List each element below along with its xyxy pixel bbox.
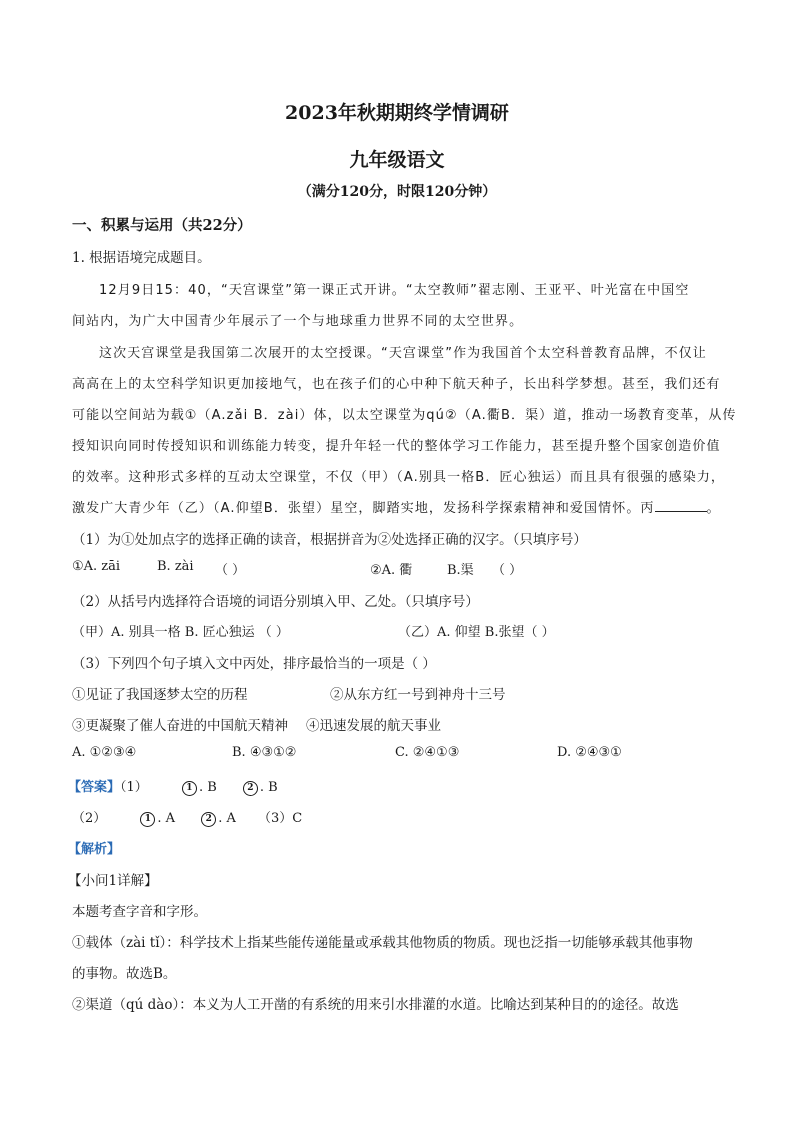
passage-line: 间站内，为广大中国青少年展示了一个与地球重力世界不同的太空世界。	[72, 314, 524, 329]
sentence-4: ④迅速发展的航天事业	[306, 718, 441, 734]
analysis-text: ①载体（zài tǐ）：科学技术上指某些能传递能量或承载其他物质的物质。现也泛指一切能够承载其他事物	[72, 935, 693, 951]
passage-line: 12月9日15：40，“天宫课堂”第一课正式开讲。“太空教师”翟志刚、王亚平、叶光富在中国空	[99, 283, 690, 298]
sub-question-3: （3）下列四个句子填入文中丙处，排序最恰当的一项是（ ）	[72, 656, 436, 672]
option-jia: （甲）A. 别具一格 B. 匠心独运 （ ）	[72, 625, 289, 640]
passage-line-last	[72, 497, 721, 516]
choice-b: B. ④③①②	[232, 745, 297, 760]
passage-end: 。	[706, 501, 721, 516]
option-2a: ②A. 衢	[370, 563, 413, 578]
section-heading: 一、积累与运用（共22分）	[72, 217, 252, 234]
sentence-1: ①见证了我国逐梦太空的历程	[72, 687, 248, 703]
answer-value: . B	[198, 780, 217, 795]
answer-value: . A	[218, 811, 236, 826]
option-yi: （乙）A. 仰望 B.张望（ ）	[398, 625, 555, 640]
subject-title: 九年级语文	[349, 149, 445, 171]
analysis-intro: 本题考查字音和字形。	[72, 904, 207, 920]
answer-value: . B	[259, 780, 278, 795]
exam-title: 2023年秋期期终学情调研	[285, 102, 509, 124]
passage-line: 的效率。这种形式多样的互动太空课堂，不仅（甲）（A.别具一格B．匠心独运）而且具有很强的感染力，	[72, 470, 726, 485]
analysis-text: 的事物。故选B。	[72, 966, 177, 982]
choice-d: D. ②④③①	[557, 745, 622, 760]
circled-number: 1	[182, 781, 197, 796]
answer-label: 【答案】	[68, 780, 121, 795]
passage-line: 高高在上的太空科学知识更加接地气，也在孩子们的心中种下航天种子，长出科学梦想。甚至，我们还有	[72, 377, 721, 392]
passage-line: 可能以空间站为载①（A.zǎi B．zài）体，以太空课堂为qú②（A.衢B．渠）道，推动一场教育变革，从传	[72, 408, 737, 423]
circled-number: 1	[140, 812, 155, 827]
answer-line-2	[72, 807, 302, 827]
answer-paren: （ ）	[215, 563, 246, 578]
question-stem: 1. 根据语境完成题目。	[72, 250, 211, 266]
analysis-label: 【解析】	[68, 842, 121, 857]
answer-paren: （ ）	[492, 563, 523, 578]
passage-line: 授知识向同时传授知识和训练能力转变，提升年轻一代的整体学习工作能力，甚至提升整个国家创造价值	[72, 439, 721, 454]
passage-text: 激发广大青少年（乙）（A.仰望B．张望）星空，脚踏实地，发扬科学探索精神和爱国情怀。丙	[72, 501, 655, 516]
fill-blank	[655, 499, 707, 512]
option-1b: B. zài	[157, 559, 194, 574]
option-2b: B.渠	[447, 563, 474, 578]
exam-info: （满分120分，时限120分钟）	[297, 184, 497, 200]
sentence-3: ③更凝聚了催人奋进的中国航天精神	[72, 718, 288, 734]
sub-analysis-heading: 【小问1详解】	[68, 873, 158, 889]
choice-c: C. ②④①③	[395, 745, 460, 760]
option-1a: ①A. zāi	[72, 559, 121, 574]
sub-question-2: （2）从括号内选择符合语境的词语分别填入甲、乙处。（只填序号）	[72, 594, 479, 610]
sentence-2: ②从东方红一号到神舟十三号	[330, 687, 506, 703]
answer-line-1	[68, 776, 278, 796]
answer-value: （3）C	[258, 811, 303, 826]
sub-question-1: （1）为①处加点字的选择正确的读音，根据拼音为②处选择正确的汉字。（只填序号）	[72, 532, 587, 548]
answer-part-prefix: （2）	[72, 811, 107, 826]
circled-number: 2	[201, 812, 216, 827]
answer-part-prefix: （1）	[120, 780, 148, 795]
passage-line: 这次天宫课堂是我国第二次展开的太空授课。“天宫课堂”作为我国首个太空科普教育品牌，不仅让	[99, 346, 707, 361]
circled-number: 2	[243, 781, 258, 796]
analysis-text: ②渠道（qú dào）：本义为人工开凿的有系统的用来引水排灌的水道。比喻达到某种目的的途径。故选	[72, 997, 679, 1013]
choice-a: A. ①②③④	[72, 745, 137, 760]
answer-value: . A	[157, 811, 176, 826]
